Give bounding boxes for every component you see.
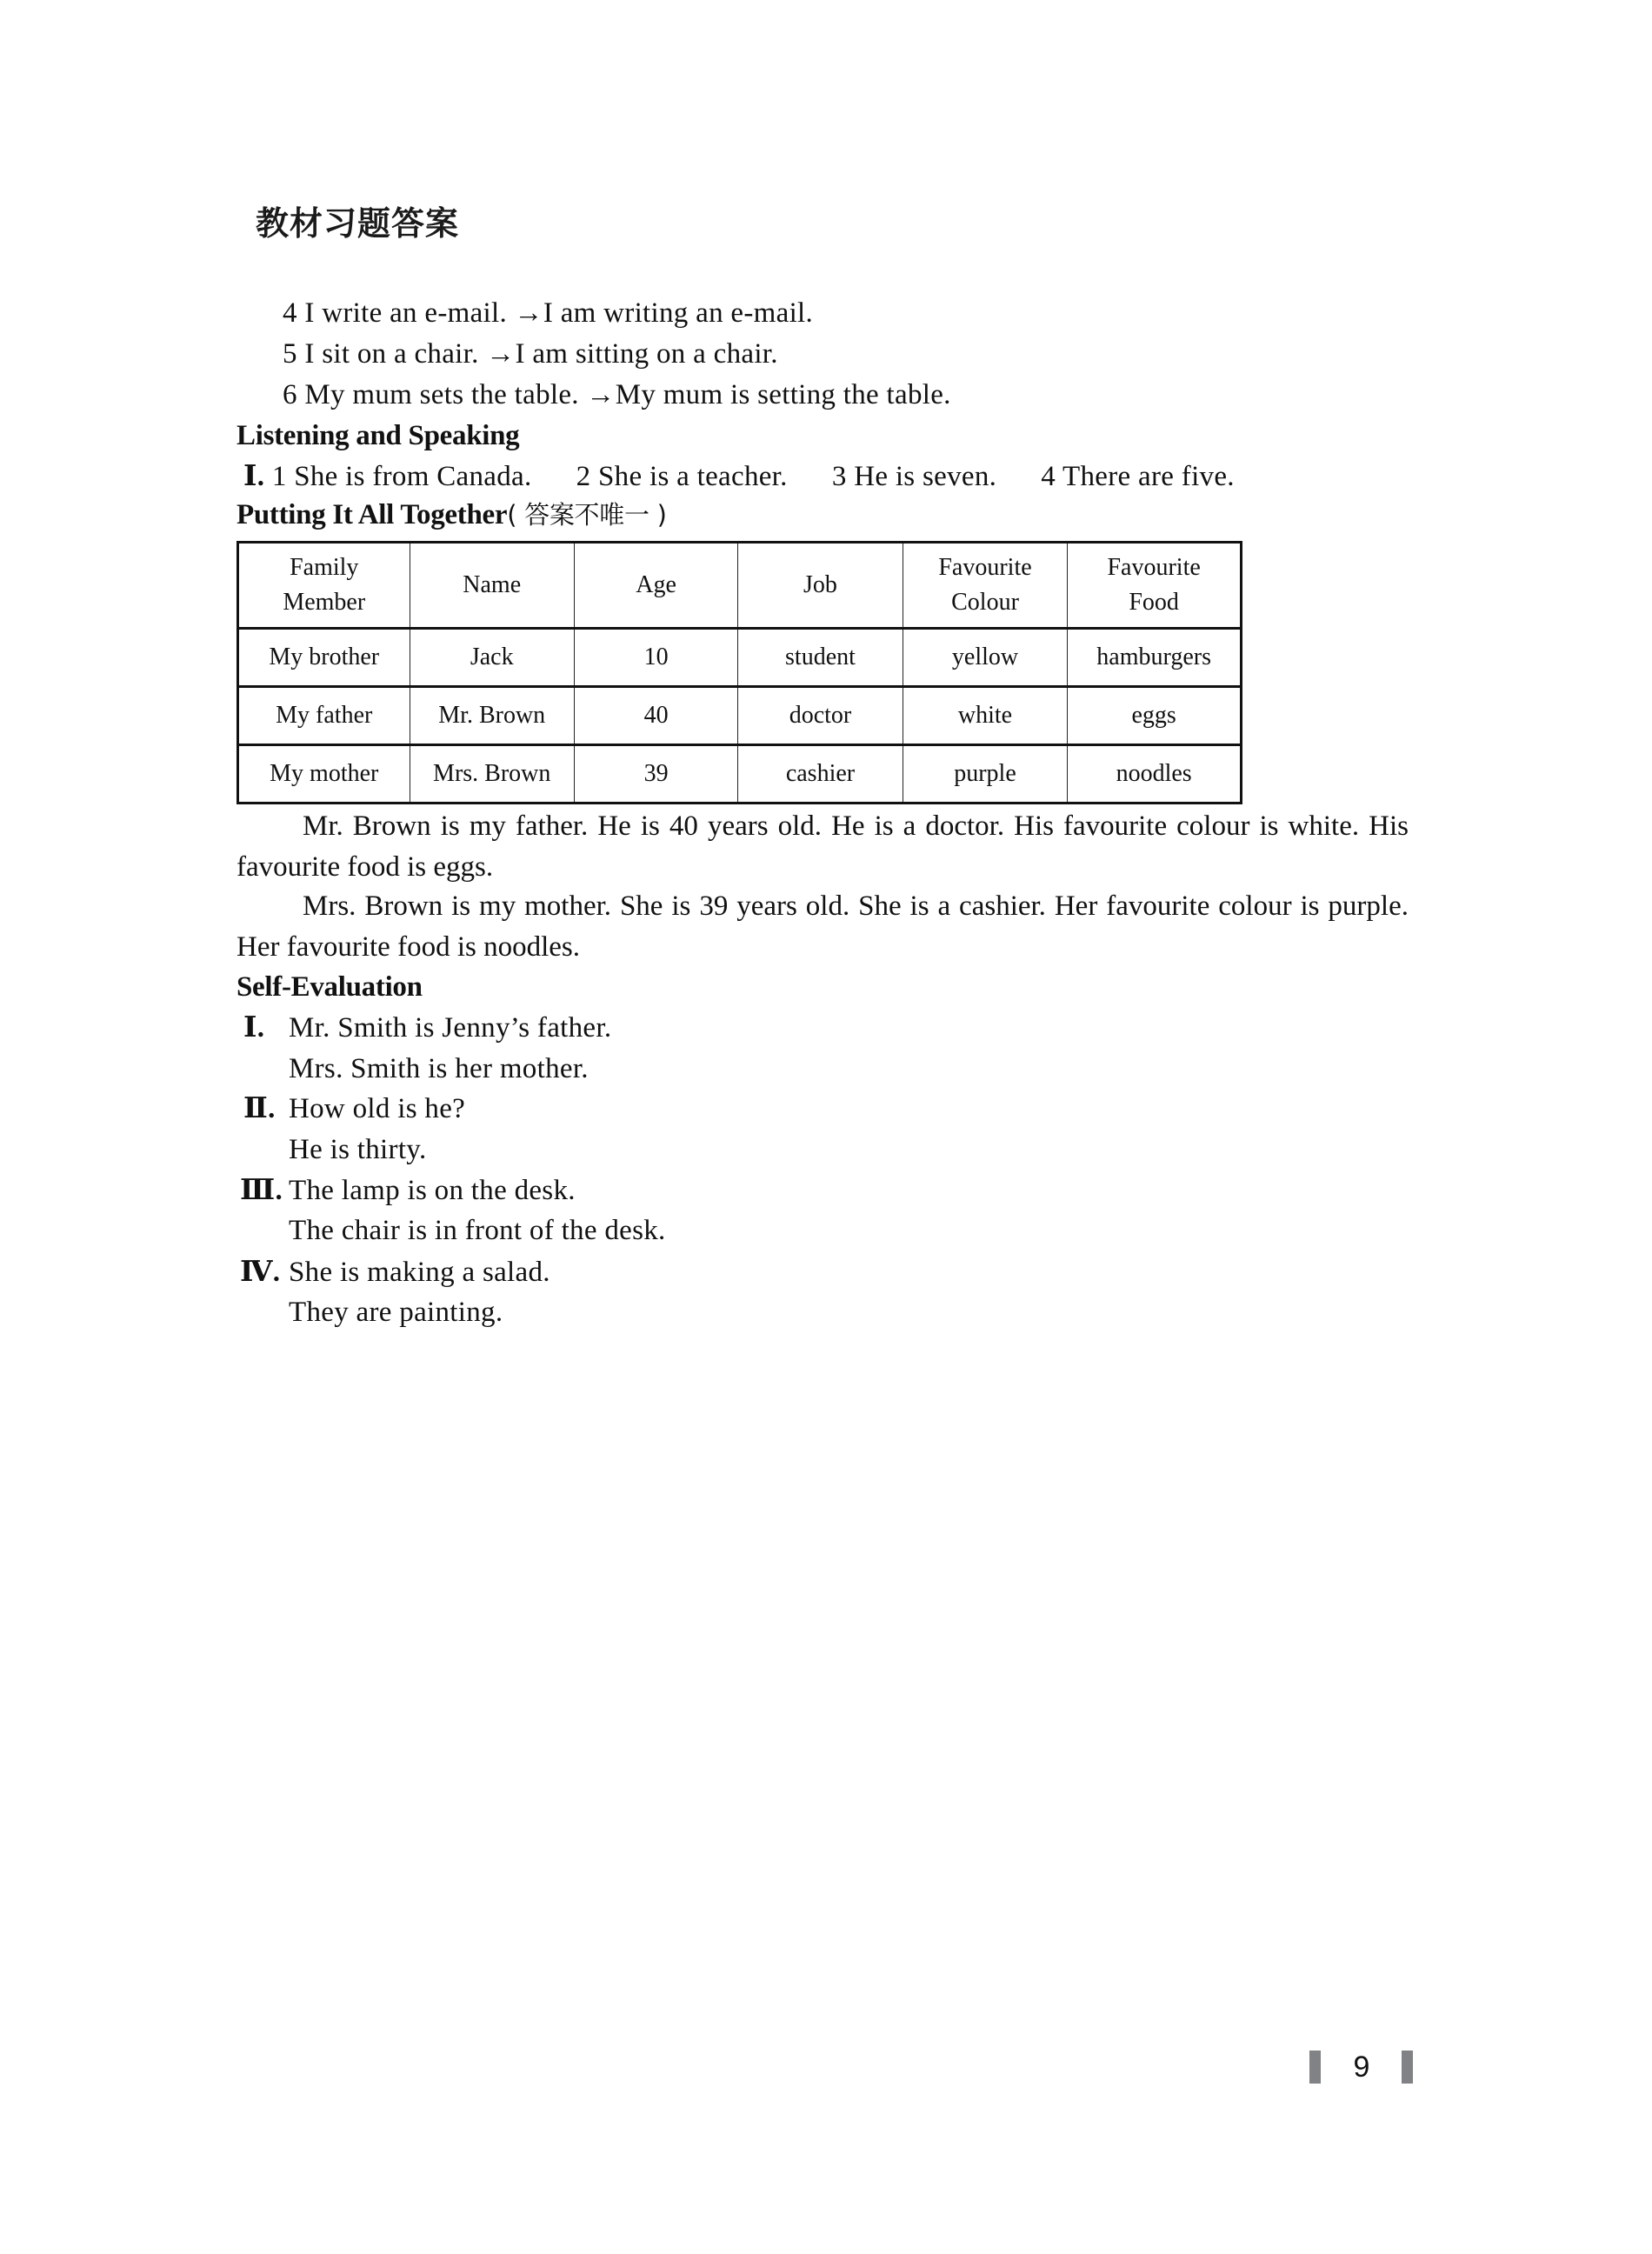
answer: 1 She is from Canada. [271,461,532,492]
column-header: Age [574,543,737,629]
answer: 3 He is seven. [831,461,997,492]
listening-answers [243,457,1235,497]
table-cell: student [738,629,903,687]
paragraph-mother: Mrs. Brown is my mother. She is 39 years old. She is a cashier. Her favourite colour is purple. Her favourite food is noodles. [236,890,1409,963]
roman-numeral: Ⅳ. [240,1257,281,1288]
self-eval-item [240,1252,550,1293]
table-cell: yellow [903,629,1068,687]
table-cell: 10 [574,629,737,687]
column-header: Name [410,543,574,629]
page-marker-bar-right [1402,2051,1413,2084]
table-cell: doctor [738,687,903,745]
answer: 4 There are five. [1041,461,1235,492]
section-heading-self-evaluation: Self-Evaluation [236,971,423,1003]
table-cell: My mother [238,745,410,804]
table-header-row [238,543,1242,629]
self-eval-item [243,1089,465,1130]
table-cell: 39 [574,745,737,804]
transform-item [283,293,813,334]
table-cell: white [903,687,1068,745]
table-cell: Mr. Brown [410,687,574,745]
answer-line: Mrs. Smith is her mother. [289,1053,589,1084]
page-marker-bar-left [1309,2051,1321,2084]
column-header: Favourite Colour [903,543,1068,629]
table-cell: purple [903,745,1068,804]
item-text: I write an e-mail. →I am writing an e-mail. [304,297,814,329]
table-cell: cashier [738,745,903,804]
item-text: I sit on a chair. →I am sitting on a chair. [304,338,778,370]
table-cell: Mrs. Brown [410,745,574,804]
table-row [238,745,1242,804]
section-heading-listening: Listening and Speaking [236,420,520,451]
answer-line: The chair is in front of the desk. [289,1215,666,1246]
table-cell: 40 [574,687,737,745]
column-header: Favourite Food [1068,543,1242,629]
item-number: 5 [283,338,297,370]
self-eval-item [240,1170,576,1211]
roman-numeral: Ⅱ. [243,1093,276,1124]
item-number: 6 [283,379,297,410]
roman-numeral: Ⅰ. [243,461,265,492]
roman-numeral: Ⅲ. [240,1175,283,1206]
transform-item [283,375,951,416]
section-heading-text: Putting It All Together [236,499,508,530]
transform-item [283,334,778,375]
roman-numeral: Ⅰ. [243,1012,265,1044]
page-title: 教材习题答案 [256,204,460,243]
answer-line: They are painting. [289,1297,503,1328]
answer: 2 She is a teacher. [576,461,788,492]
family-table [236,541,1242,804]
table-row [238,687,1242,745]
page-number [1309,2051,1414,2085]
answer-line: Mr. Smith is Jenny’s father. [289,1012,612,1044]
table-cell: eggs [1068,687,1242,745]
section-note: ( 答案不唯一 ) [507,500,667,530]
answer-line: She is making a salad. [289,1257,550,1288]
paragraph-father: Mr. Brown is my father. He is 40 years old. He is a doctor. His favourite colour is white. His favourite food is eggs. [236,810,1409,883]
table-cell: hamburgers [1068,629,1242,687]
table-cell: Jack [410,629,574,687]
table-cell: My brother [238,629,410,687]
page-number-text: 9 [1353,2051,1370,2084]
answer-line: He is thirty. [289,1134,427,1165]
item-number: 4 [283,297,297,329]
table-cell: noodles [1068,745,1242,804]
column-header: Family Member [238,543,410,629]
table-row [238,629,1242,687]
section-heading-putting-together [236,495,667,536]
item-text: My mum sets the table. →My mum is setting the table. [304,379,951,410]
answer-line: How old is he? [289,1093,466,1124]
answer-line: The lamp is on the desk. [289,1175,576,1206]
self-eval-item [243,1008,611,1049]
column-header: Job [738,543,903,629]
table-cell: My father [238,687,410,745]
